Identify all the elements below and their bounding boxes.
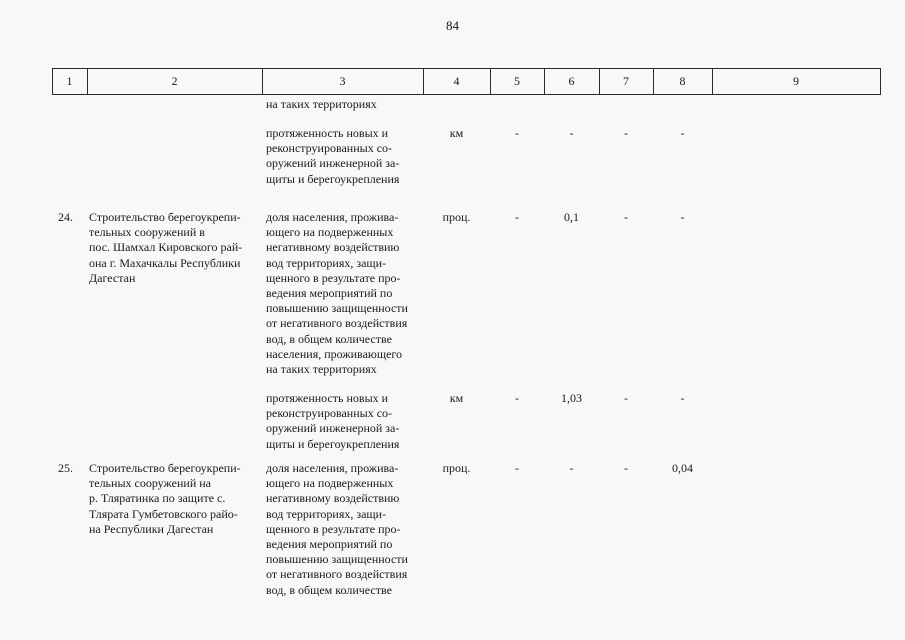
indicator-line: на таких территориях [266, 97, 377, 111]
indicator-line: щенного в результате про- [266, 270, 401, 285]
indicator-line: вод, в общем количестве [266, 582, 392, 597]
row-number: 25. [58, 461, 73, 475]
value-cell-5: - [515, 391, 519, 405]
column-header: 4 [453, 74, 460, 88]
indicator-line: ющего на подверженных [266, 476, 394, 491]
name-line: Тлярата Гумбетовского райо- [89, 506, 238, 521]
value-cell-7: - [624, 461, 628, 475]
indicator-line: на таких территориях [266, 362, 377, 377]
unit-cell: проц. [442, 210, 471, 224]
column-header: 9 [793, 74, 799, 88]
name-line: тельных сооружений на [89, 476, 211, 491]
value-cell-5: - [515, 210, 519, 224]
indicator-line: от негативного воздействия [266, 567, 408, 582]
name-line: Строительство берегоукрепи- [89, 210, 241, 224]
value-cell-8: - [680, 126, 685, 140]
indicator-line: ющего на подверженных [266, 225, 394, 240]
name-line: пос. Шамхал Кировского рай- [89, 240, 243, 255]
table-header-bottom-rule [52, 94, 881, 95]
value-cell-5: - [515, 126, 519, 140]
indicator-line: протяженность новых и [266, 126, 389, 140]
indicator-line: щиты и берегоукрепления [266, 171, 400, 186]
indicator-line: оружений инженерной за- [266, 156, 400, 171]
name-line: она г. Махачкалы Республики [89, 255, 241, 270]
unit-cell: км [449, 126, 464, 140]
name-cell [89, 461, 259, 537]
value-cell-6: - [569, 461, 574, 475]
name-cell [89, 210, 259, 286]
indicator-line: вод территориях, защи- [266, 506, 387, 521]
indicator-line: щиты и берегоукрепления [266, 436, 400, 451]
indicator-cell [266, 126, 419, 187]
indicator-line: доля населения, прожива- [266, 210, 399, 224]
column-header: 7 [623, 74, 629, 88]
name-line: Дагестан [89, 270, 136, 285]
indicator-line: протяженность новых и [266, 391, 389, 405]
value-cell-6: - [569, 126, 574, 140]
row-number: 24. [58, 210, 73, 224]
indicator-cell [266, 391, 419, 452]
indicator-line: негативному воздействию [266, 491, 400, 506]
indicator-cell [266, 210, 419, 377]
unit-cell: проц. [442, 461, 471, 475]
value-cell-8: 0,04 [672, 461, 693, 475]
column-header: 8 [679, 74, 686, 88]
table-top-rule [52, 68, 881, 69]
indicator-line: ведения мероприятий по [266, 286, 393, 301]
value-cell-5: - [515, 461, 519, 475]
indicator-line: вод, в общем количестве [266, 331, 392, 346]
indicator-cell [266, 97, 419, 112]
col-sep-9 [880, 68, 881, 94]
indicator-cell [266, 461, 419, 598]
name-line: тельных сооружений в [89, 225, 205, 240]
indicator-line: повышению защищенности [266, 301, 408, 316]
value-cell-6: 1,03 [561, 391, 582, 405]
indicator-line: вод территориях, защи- [266, 255, 387, 270]
indicator-line: от негативного воздействия [266, 316, 408, 331]
column-header: 2 [171, 74, 178, 88]
indicator-line: реконструированных со- [266, 141, 393, 156]
value-cell-7: - [624, 210, 628, 224]
column-header: 3 [339, 74, 346, 88]
indicator-line: ведения мероприятий по [266, 537, 393, 552]
name-line: на Республики Дагестан [89, 521, 214, 536]
unit-cell: км [449, 391, 464, 405]
indicator-line: оружений инженерной за- [266, 421, 400, 436]
indicator-line: негативному воздействию [266, 240, 400, 255]
indicator-line: щенного в результате про- [266, 521, 401, 536]
name-line: Строительство берегоукрепи- [89, 461, 241, 475]
column-header: 6 [568, 74, 575, 88]
page-number: 84 [446, 18, 459, 33]
column-header: 1 [66, 74, 73, 88]
indicator-line: повышению защищенности [266, 552, 408, 567]
value-cell-7: - [624, 391, 628, 405]
value-cell-7: - [624, 126, 628, 140]
indicator-line: доля населения, прожива- [266, 461, 399, 475]
value-cell-6: 0,1 [564, 210, 579, 224]
indicator-line: населения, проживающего [266, 346, 403, 361]
column-header: 5 [514, 74, 520, 88]
name-line: р. Тляратинка по защите с. [89, 491, 226, 506]
value-cell-8: - [680, 210, 685, 224]
value-cell-8: - [680, 391, 685, 405]
indicator-line: реконструированных со- [266, 406, 393, 421]
